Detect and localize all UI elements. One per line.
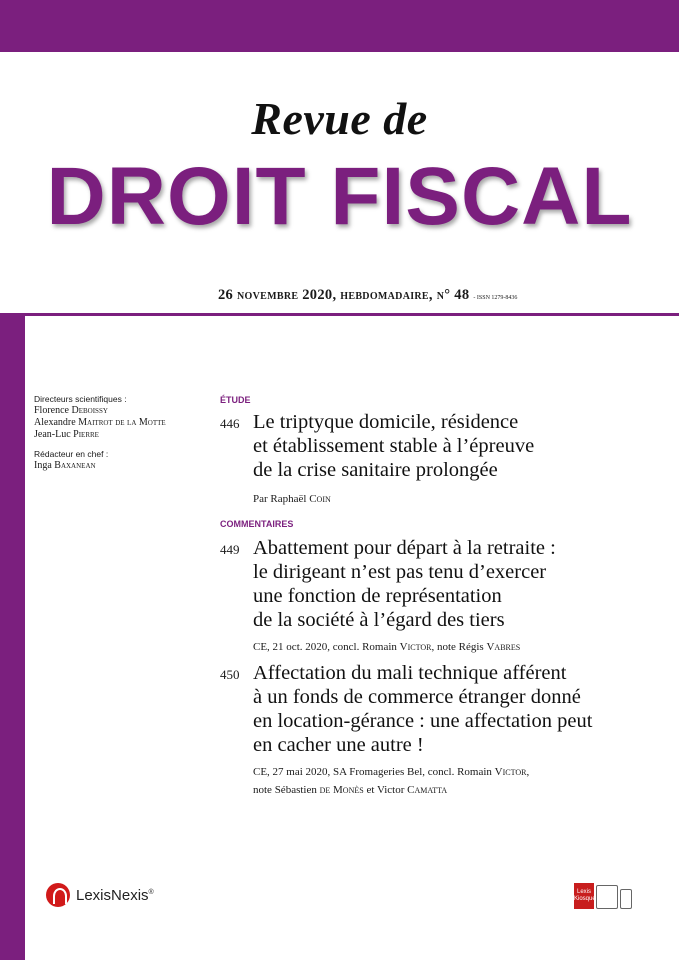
lexisnexis-emblem-icon [46,883,70,907]
title-line: à un fonds de commerce étranger donné [253,686,581,708]
editorial-board [34,394,209,472]
director [34,417,209,429]
ref-line [253,763,660,781]
phone-icon [620,889,632,909]
director [34,429,209,441]
title-line: de la crise sanitaire prolongée [253,459,498,481]
title-line: Affectation du mali technique afférent [253,662,567,684]
title-line: une fonction de représentation [253,585,502,607]
header-rule [0,313,679,316]
issue-date-number: 26 novembre 2020, hebdomadaire, n° 48 [218,287,470,303]
directors-label: Directeurs scientifiques : [34,394,127,404]
ref-name: Vabres [486,641,521,653]
article-reference [253,763,660,799]
editor-label: Rédacteur en chef : [34,449,109,459]
section-commentaires: COMMENTAIRES [220,519,294,529]
article-title [253,661,660,757]
director-first-name: Jean-Luc [34,429,71,440]
article-number: 450 [220,667,240,682]
director-last-name: Pierre [73,429,99,440]
lexis-kiosque-badge [574,883,640,909]
article-byline [253,490,660,508]
masthead-title: DROIT FISCAL [46,151,633,242]
title-line: et établissement stable à l’épreuve [253,435,535,457]
left-purple-band [0,316,25,960]
tablet-icon [596,885,618,909]
ref-text: et Victor [363,784,408,796]
director-first-name: Florence [34,405,69,416]
title-line: le dirigeant n’est pas tenu d’exercer [253,561,547,583]
issue-line [218,287,517,304]
publisher-name [76,887,154,904]
ref-text: note Sébastien [253,784,320,796]
title-line: de la société à l’égard des tiers [253,609,505,631]
ref-text: , note Régis [431,641,487,653]
ref-name: de Monès [319,784,364,796]
ref-line [253,781,660,799]
ref-name: Camatta [407,784,448,796]
badge-line: Kiosque [574,896,596,902]
section-etude: ÉTUDE [220,395,251,405]
top-purple-band [0,0,679,52]
director-last-name: Deboissy [71,405,108,416]
article-450[interactable] [220,661,660,799]
ref-text: CE, 27 mai 2020, SA Fromageries Bel, concl. Romain [253,766,495,778]
article-reference [253,638,660,656]
article-title [253,410,660,482]
ref-text: , [526,766,530,778]
director [34,405,209,417]
kiosque-label [574,883,594,909]
ref-name: Victor [399,641,432,653]
editor [34,460,209,472]
masthead-revue: Revue de [251,93,428,144]
director-last-name: Maitrot de la Motte [78,417,166,428]
ref-text: CE, 21 oct. 2020, concl. Romain [253,641,400,653]
director-first-name: Alexandre [34,417,76,428]
lexisnexis-logo [46,883,176,909]
title-line: en location-gérance : une affectation peut [253,710,593,732]
article-number: 446 [220,416,240,431]
author-name: Coin [309,493,331,505]
article-446[interactable] [220,410,660,508]
issn: - ISSN 1279-8436 [473,295,518,301]
editor-last-name: Baxanean [54,460,96,471]
title-line: en cacher une autre ! [253,734,424,756]
article-number: 449 [220,542,240,557]
publisher-text: LexisNexis [76,887,149,904]
article-title [253,536,660,632]
badge-line: Lexis [576,889,591,895]
ref-name: Victor [494,766,527,778]
article-449[interactable] [220,536,660,656]
title-line: Le triptyque domicile, résidence [253,411,519,433]
editor-first-name: Inga [34,460,52,471]
registered-mark: ® [148,889,154,896]
title-line: Abattement pour départ à la retraite : [253,537,556,559]
byline-prefix: Par Raphaël [253,493,310,505]
